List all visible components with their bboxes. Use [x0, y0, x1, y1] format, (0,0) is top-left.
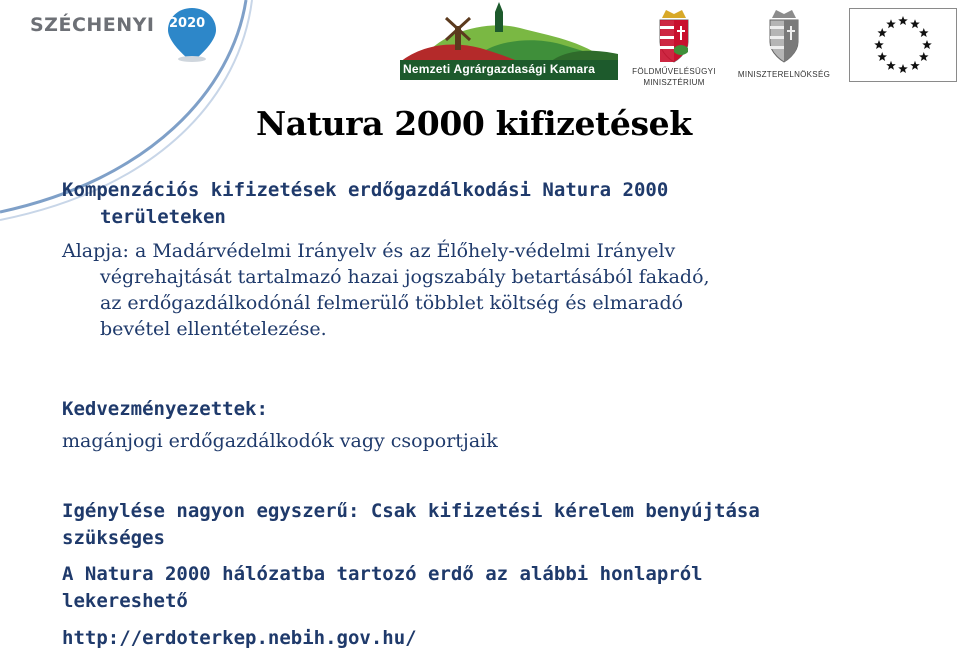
eu-star	[919, 28, 929, 37]
erdoterkep-link[interactable]: http://erdoterkep.nebih.gov.hu/	[62, 627, 417, 649]
eu-star	[919, 52, 929, 61]
eu-star	[886, 61, 896, 70]
eu-star	[877, 52, 887, 61]
nak-name-text: Nemzeti Agrárgazdasági Kamara	[403, 62, 596, 76]
eu-star	[910, 61, 920, 70]
eu-flag	[849, 8, 957, 82]
eu-star	[898, 16, 908, 25]
szechenyi-2020-logo	[30, 8, 206, 58]
section3-request-info	[62, 498, 952, 552]
fm-caption-line1: FÖLDMŰVELÉSÜGYI	[632, 67, 716, 76]
hungarian-coat-of-arms-icon	[656, 8, 692, 64]
section1-heading-line2: területeken	[100, 206, 226, 228]
eu-star	[877, 28, 887, 37]
section1-heading	[62, 177, 882, 231]
section3-network-info	[62, 561, 952, 615]
eu-stars-icon	[850, 9, 956, 81]
szechenyi-logo-text: SZÉCHENYI	[30, 14, 155, 36]
map-pin-icon	[162, 6, 222, 64]
eu-star	[898, 64, 908, 73]
section1-body-line3: az erdőgazdálkodónál felmerülő többlet költség és elmaradó	[100, 292, 684, 314]
section3-line2b: lekereshető	[62, 590, 188, 612]
section2-body: magánjogi erdőgazdálkodók vagy csoportjaik	[62, 430, 498, 452]
hungarian-coat-of-arms-grey-icon	[766, 8, 802, 64]
fm-logo	[624, 8, 724, 88]
section3-line2a: A Natura 2000 hálózatba tartozó erdő az alábbi honlapról	[62, 563, 703, 585]
section1-body-line2: végrehajtását tartalmazó hazai jogszabály betartásából fakadó,	[100, 266, 710, 288]
nak-logo	[400, 0, 618, 82]
fm-caption-line2: MINISZTÉRIUM	[643, 78, 705, 87]
fm-caption	[624, 66, 724, 88]
eu-star	[922, 40, 932, 49]
me-logo	[728, 8, 840, 88]
section1-body-line1: Alapja: a Madárvédelmi Irányelv és az Élőhely-védelmi Irányelv	[62, 240, 676, 262]
szechenyi-logo-year: 2020	[169, 16, 206, 31]
section1-body	[62, 238, 922, 342]
section1-body-line4: bevétel ellentételezése.	[100, 318, 327, 340]
section2-heading: Kedvezményezettek:	[62, 398, 268, 420]
eu-star	[874, 40, 884, 49]
page-title: Natura 2000 kifizetések	[256, 104, 692, 143]
section3-line1a: Igénylése nagyon egyszerű: Csak kifizetési kérelem benyújtása	[62, 500, 760, 522]
section1-heading-line1: Kompenzációs kifizetések erdőgazdálkodási Natura 2000	[62, 179, 669, 201]
farm-landscape-icon	[400, 0, 618, 62]
eu-star	[886, 19, 896, 28]
me-caption: MINISZTERELNÖKSÉG	[737, 70, 831, 79]
section3-line1b: szükséges	[62, 527, 165, 549]
eu-star	[910, 19, 920, 28]
